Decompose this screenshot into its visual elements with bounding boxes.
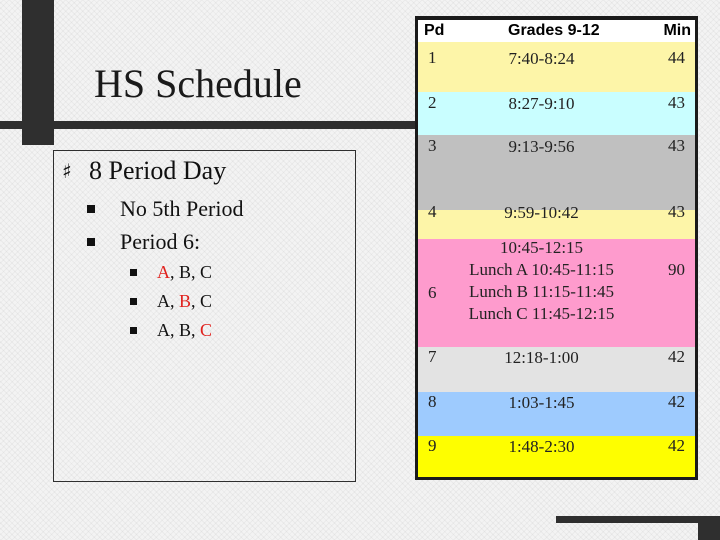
period-number: 8 bbox=[428, 392, 437, 411]
header-min: Min bbox=[663, 22, 691, 39]
time-line: 10:45-12:15 bbox=[499, 238, 584, 257]
time-line: Lunch A 10:45-11:15 bbox=[469, 260, 614, 279]
separator: , bbox=[170, 320, 179, 340]
bullet-item-text: Period 6: bbox=[120, 229, 201, 254]
bullet-item bbox=[87, 229, 200, 255]
bullet-heading-text: 8 Period Day bbox=[89, 156, 227, 185]
separator: , bbox=[170, 291, 179, 311]
period-number: 4 bbox=[428, 202, 437, 221]
lunch-letter: C bbox=[200, 320, 213, 340]
period-time bbox=[458, 392, 625, 414]
lunch-option bbox=[130, 262, 212, 283]
lunch-letter: C bbox=[200, 291, 213, 311]
lunch-letter: B bbox=[179, 320, 192, 340]
slide-title: HS Schedule bbox=[94, 61, 302, 106]
period-time bbox=[458, 202, 625, 224]
lunch-option bbox=[130, 320, 212, 341]
schedule-table bbox=[415, 16, 698, 480]
period-number: 2 bbox=[428, 93, 437, 112]
square-bullet-icon bbox=[130, 269, 137, 276]
period-time bbox=[458, 93, 625, 115]
table-row bbox=[418, 239, 695, 347]
period-time bbox=[458, 347, 625, 369]
table-row bbox=[418, 347, 695, 392]
lunch-letter: C bbox=[200, 262, 213, 282]
bullet-item-text: No 5th Period bbox=[120, 196, 244, 221]
lunch-letter: B bbox=[179, 262, 192, 282]
table-row bbox=[418, 135, 695, 210]
header-grades: Grades 9-12 bbox=[508, 22, 600, 39]
table-row bbox=[418, 392, 695, 436]
period-number: 1 bbox=[428, 48, 437, 67]
period-minutes: 42 bbox=[668, 392, 685, 411]
period-time bbox=[458, 436, 625, 458]
period-minutes: 43 bbox=[668, 93, 685, 112]
time-line: Lunch C 11:45-12:15 bbox=[468, 304, 615, 323]
period-time bbox=[458, 237, 625, 325]
separator: , bbox=[191, 291, 201, 311]
separator: , bbox=[170, 262, 179, 282]
time-line: 1:48-2:30 bbox=[508, 437, 575, 456]
time-line: 9:59-10:42 bbox=[504, 203, 579, 222]
square-bullet-icon bbox=[130, 327, 137, 334]
period-minutes: 43 bbox=[668, 202, 685, 221]
square-bullet-icon bbox=[87, 238, 95, 246]
time-line: 7:40-8:24 bbox=[508, 49, 575, 68]
lunch-letter: A bbox=[157, 291, 170, 311]
time-line: 1:03-1:45 bbox=[508, 393, 575, 412]
period-minutes: 43 bbox=[668, 136, 685, 155]
separator: , bbox=[191, 320, 201, 340]
period-time bbox=[458, 136, 625, 158]
period-number: 3 bbox=[428, 136, 437, 155]
schedule-header bbox=[418, 16, 695, 42]
period-number: 9 bbox=[428, 436, 437, 455]
time-line: 9:13-9:56 bbox=[508, 137, 575, 156]
time-line: 8:27-9:10 bbox=[508, 94, 575, 113]
period-minutes: 42 bbox=[668, 347, 685, 366]
table-row bbox=[418, 92, 695, 135]
bullet-item bbox=[87, 196, 243, 222]
lunch-letter: B bbox=[179, 291, 192, 311]
decorative-rule-bottom bbox=[556, 516, 720, 523]
lunch-letter: A bbox=[157, 320, 170, 340]
separator: , bbox=[191, 262, 201, 282]
period-number: 6 bbox=[428, 283, 437, 302]
period-minutes: 90 bbox=[668, 260, 685, 279]
table-row bbox=[418, 202, 695, 239]
lunch-letter: A bbox=[157, 262, 170, 282]
table-row bbox=[418, 436, 695, 477]
lunch-option bbox=[130, 291, 212, 312]
period-time bbox=[458, 48, 625, 70]
hash-bullet-icon: ♯ bbox=[62, 159, 72, 183]
period-minutes: 42 bbox=[668, 436, 685, 455]
decorative-bar-bottom bbox=[698, 516, 720, 540]
square-bullet-icon bbox=[87, 205, 95, 213]
square-bullet-icon bbox=[130, 298, 137, 305]
period-number: 7 bbox=[428, 347, 437, 366]
period-minutes: 44 bbox=[668, 48, 685, 67]
bullet-heading bbox=[62, 156, 226, 186]
table-row bbox=[418, 42, 695, 92]
time-line: Lunch B 11:15-11:45 bbox=[468, 282, 615, 301]
time-line: 12:18-1:00 bbox=[504, 348, 579, 367]
header-pd: Pd bbox=[424, 22, 445, 39]
